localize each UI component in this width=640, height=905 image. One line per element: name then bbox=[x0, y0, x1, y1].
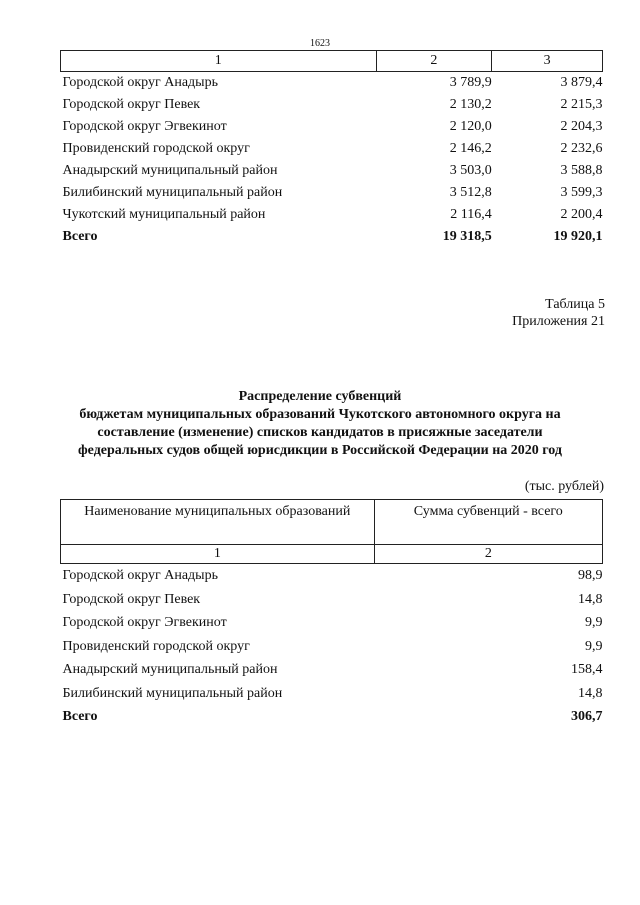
table-row bbox=[61, 138, 603, 160]
table-row bbox=[61, 682, 603, 706]
column-number-2: 2 bbox=[374, 545, 602, 564]
table-row bbox=[61, 116, 603, 138]
page-number: 1623 bbox=[310, 38, 330, 49]
municipality-name: Анадырский муниципальный район bbox=[62, 662, 278, 677]
subsidy-amount: 9,9 bbox=[585, 638, 603, 654]
table-label-appendix: Приложения 21 bbox=[512, 314, 605, 329]
municipality-name: Билибинский муниципальный район bbox=[62, 685, 283, 701]
column-number-header-row bbox=[61, 545, 603, 564]
total-amount: 306,7 bbox=[571, 709, 603, 724]
column-header-row bbox=[61, 500, 603, 545]
municipality-name: Городской округ Анадырь bbox=[62, 75, 218, 90]
municipality-name: Городской округ Анадырь bbox=[62, 568, 218, 583]
amount-2020: 3 512,8 bbox=[449, 185, 492, 200]
total-amount-2021: 19 920,1 bbox=[553, 229, 603, 244]
amount-2021: 3 879,4 bbox=[560, 75, 603, 90]
column-header-municipality: Наименование муниципальных образований bbox=[61, 500, 375, 545]
amount-2021: 2 232,6 bbox=[560, 141, 603, 156]
municipality-name: Билибинский муниципальный район bbox=[62, 185, 283, 200]
column-number-3: 3 bbox=[492, 51, 603, 72]
municipality-name: Анадырский муниципальный район bbox=[62, 163, 278, 178]
title-line: Распределение субвенций bbox=[238, 389, 402, 404]
amount-2020: 2 116,4 bbox=[450, 207, 492, 222]
municipality-name: Городской округ Певек bbox=[62, 97, 201, 112]
subsidy-amount: 9,9 bbox=[585, 615, 603, 630]
column-number-header-row bbox=[61, 51, 603, 72]
amount-2021: 2 215,3 bbox=[560, 97, 603, 112]
column-number-1: 1 bbox=[61, 51, 377, 72]
municipality-name: Провиденский городской округ bbox=[62, 638, 250, 654]
amount-2020: 2 146,2 bbox=[449, 141, 492, 156]
amount-2021: 3 599,3 bbox=[560, 185, 603, 200]
units-label: (тыс. рублей) bbox=[524, 479, 604, 494]
municipality-name: Провиденский городской округ bbox=[62, 141, 250, 156]
amount-2021: 2 204,3 bbox=[560, 119, 603, 134]
table-row bbox=[61, 72, 603, 95]
table-title bbox=[40, 388, 600, 460]
table-row bbox=[61, 658, 603, 682]
column-number-2: 2 bbox=[376, 51, 492, 72]
table-row bbox=[61, 94, 603, 116]
subsidy-amount: 158,4 bbox=[571, 662, 603, 677]
subsidy-amount: 14,8 bbox=[578, 685, 603, 701]
table-row bbox=[61, 160, 603, 182]
subsidy-amount: 98,9 bbox=[578, 568, 603, 583]
column-number-1: 1 bbox=[61, 545, 375, 564]
table-row bbox=[61, 588, 603, 612]
total-row bbox=[61, 705, 603, 729]
total-amount-2020: 19 318,5 bbox=[442, 229, 492, 244]
table-row bbox=[61, 611, 603, 635]
total-row bbox=[61, 226, 603, 248]
subsidy-amount: 14,8 bbox=[578, 591, 603, 607]
jury-lists-subsidy-table bbox=[60, 499, 603, 729]
table-row bbox=[61, 204, 603, 226]
table-label-number: Таблица 5 bbox=[545, 297, 605, 312]
municipality-name: Городской округ Эгвекинот bbox=[62, 119, 227, 134]
amount-2021: 3 588,8 bbox=[560, 163, 603, 178]
table-row bbox=[61, 635, 603, 659]
amount-2020: 2 120,0 bbox=[449, 119, 492, 134]
title-line: бюджетам муниципальных образований Чукотского автономного округа на bbox=[79, 407, 561, 422]
amount-2020: 3 503,0 bbox=[449, 163, 492, 178]
municipality-name: Городской округ Певек bbox=[62, 591, 201, 607]
total-label: Всего bbox=[62, 709, 98, 724]
municipality-name: Городской округ Эгвекинот bbox=[62, 615, 227, 630]
subsidy-table-continuation bbox=[60, 50, 603, 248]
title-line: федеральных судов общей юрисдикции в Российской Федерации на 2020 год bbox=[78, 443, 562, 458]
title-line: составление (изменение) списков кандидатов в присяжные заседатели bbox=[97, 425, 543, 440]
total-label: Всего bbox=[62, 229, 98, 244]
amount-2021: 2 200,4 bbox=[560, 207, 603, 222]
table-row bbox=[61, 564, 603, 588]
amount-2020: 3 789,9 bbox=[449, 75, 492, 90]
column-header-amount: Сумма субвенций - всего bbox=[374, 500, 602, 545]
amount-2020: 2 130,2 bbox=[449, 97, 492, 112]
municipality-name: Чукотский муниципальный район bbox=[62, 207, 266, 222]
table-row bbox=[61, 182, 603, 204]
